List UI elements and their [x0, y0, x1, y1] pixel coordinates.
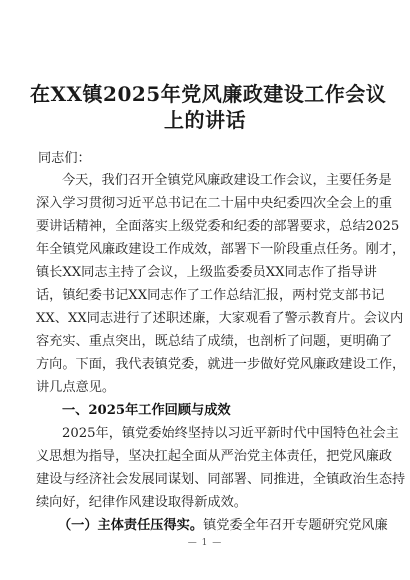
intro-line: 要讲话精神，全面落实上级党委和纪委的部署要求，总结2025	[36, 219, 400, 234]
intro-line: 今天，我们召开全镇党风廉政建设工作会议，主要任务是	[62, 173, 392, 188]
page-number: — 1 —	[187, 538, 223, 548]
section-line: 续向好，纪律作风建设取得新成效。	[36, 495, 247, 510]
intro-line: XX、XX同志进行了述职述廉，大家观看了警示教育片。会议内	[36, 311, 404, 326]
intro-line: 容充实、重点突出，既总结了成绩，也剖析了问题，更明确了	[36, 334, 393, 349]
intro-line: 镇长XX同志主持了会议，上级监委委员XX同志作了指导讲	[36, 265, 377, 280]
section-line: 义思想为指导，坚决扛起全面从严治党主体责任，把党风廉政	[36, 449, 393, 464]
section-heading: 一、2025年工作回顾与成效	[62, 403, 231, 418]
document-title-line-2: 上的讲话	[164, 108, 246, 132]
subsection-heading: （一）主体责任压得实。	[58, 518, 204, 533]
intro-line: 讲几点意见。	[36, 380, 116, 395]
intro-line: 话，镇纪委书记XX同志作了工作总结汇报，两村党支部书记	[36, 288, 385, 303]
subsection-line	[58, 518, 388, 534]
section-line: 建设与经济社会发展同谋划、同部署、同推进，全镇政治生态持	[36, 472, 406, 487]
document-title-line-1: 在XX镇2025年党风廉政建设工作会议	[30, 82, 387, 106]
section-line: 2025年，镇党委始终坚持以习近平新时代中国特色社会主	[62, 426, 399, 441]
intro-line: 方向。下面，我代表镇党委，就进一步做好党风廉政建设工作，	[36, 357, 406, 372]
subsection-text: 镇党委全年召开专题研究党风廉	[203, 518, 388, 533]
intro-line: 年全镇党风廉政建设工作成效，部署下一阶段重点任务。刚才，	[36, 242, 406, 257]
salutation: 同志们：	[38, 151, 91, 166]
intro-line: 深入学习贯彻习近平总书记在二十届中央纪委四次全会上的重	[36, 196, 393, 211]
